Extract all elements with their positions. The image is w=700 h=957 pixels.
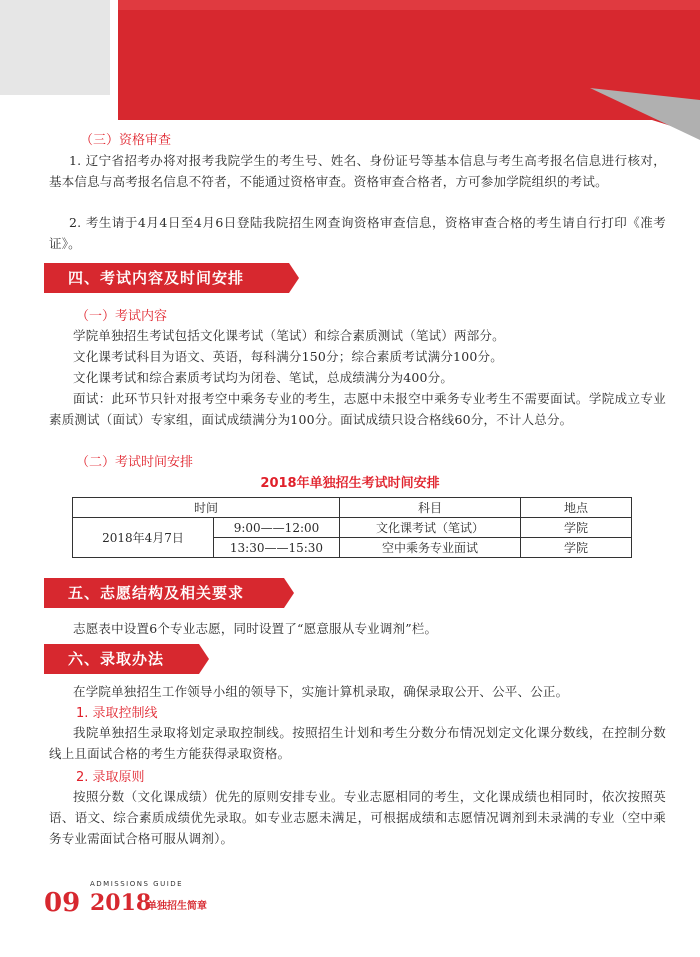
schedule-header-row — [73, 498, 632, 518]
header-highlight — [118, 0, 700, 10]
footer-year: 2018 — [90, 890, 152, 916]
section6-title-bar: 六、录取办法 — [44, 644, 199, 674]
section3-heading: （三）资格审查 — [80, 133, 172, 148]
schedule-date: 2018年4月7日 — [73, 518, 214, 558]
schedule-header-place: 地点 — [521, 498, 632, 518]
section3-paragraph-2: 2. 考生请于4月4日至4月6日登陆我院招生网查询资格审查信息，资格审查合格的考生请自行打印《准考证》。 — [49, 215, 666, 251]
schedule-time: 13:30——15:30 — [214, 538, 340, 558]
schedule-table — [72, 497, 632, 558]
footer-page-number: 09 — [44, 888, 81, 918]
section5-title-bar: 五、志愿结构及相关要求 — [44, 578, 284, 608]
schedule-header-subject: 科目 — [340, 498, 521, 518]
section4-sub2: （二）考试时间安排 — [76, 455, 194, 470]
section4-paragraph-1: 学院单独招生考试包括文化课考试（笔试）和综合素质测试（笔试）两部分。 — [73, 328, 505, 343]
section4-paragraph-3: 文化课考试和综合素质考试均为闭卷、笔试，总成绩满分为400分。 — [73, 370, 454, 385]
schedule-title: 2018年单独招生考试时间安排 — [260, 476, 440, 491]
section6-paragraph-2: 我院单独招生录取将划定录取控制线。按照招生计划和考生分数分布情况划定文化课分数线，在控制分数线上且面试合格的考生方能获得录取资格。 — [49, 725, 666, 761]
footer-title: 单独招生简章 — [147, 901, 207, 912]
schedule-subject: 文化课考试（笔试） — [340, 518, 521, 538]
table-row — [73, 518, 632, 538]
section3-paragraph-1: 1. 辽宁省招考办将对报考我院学生的考生号、姓名、身份证号等基本信息与考生高考报名信息进行核对，基本信息与高考报名信息不符者，不能通过资格审查。资格审查合格者，方可参加学院组织的考试。 — [49, 153, 666, 189]
section4-title-bar: 四、考试内容及时间安排 — [44, 263, 289, 293]
schedule-subject: 空中乘务专业面试 — [340, 538, 521, 558]
section6-paragraph-3: 按照分数（文化课成绩）优先的原则安排专业。专业志愿相同的考生，文化课成绩也相同时，依次按照英语、语文、综合素质成绩优先录取。如专业志愿未满足，可根据成绩和志愿情况调剂到未录满的专业（空中乘务专业需面试合格可服从调剂）。 — [49, 789, 666, 846]
schedule-time: 9:00——12:00 — [214, 518, 340, 538]
section6-paragraph-1: 在学院单独招生工作领导小组的领导下，实施计算机录取，确保录取公开、公平、公正。 — [73, 684, 569, 699]
section4-paragraph-2: 文化课考试科目为语文、英语，每科满分150分；综合素质考试满分100分。 — [73, 349, 503, 364]
schedule-place: 学院 — [521, 518, 632, 538]
header-red-shape — [118, 0, 700, 135]
header-red-banner — [0, 0, 700, 140]
schedule-header-time: 时间 — [73, 498, 340, 518]
footer-guide-label: ADMISSIONS GUIDE — [90, 880, 184, 888]
section6-sub2: 2. 录取原则 — [76, 770, 145, 785]
section4-sub1: （一）考试内容 — [76, 309, 168, 324]
section6-sub1: 1. 录取控制线 — [76, 706, 158, 721]
section4-paragraph-4: 面试：此环节只针对报考空中乘务专业的考生，志愿中未报空中乘务专业考生不需要面试。学院成立专业素质测试（面试）专家组，面试成绩满分为100分。面试成绩只设合格线60分，不计人总分。 — [49, 391, 666, 427]
section5-paragraph-1: 志愿表中设置6个专业志愿，同时设置了“愿意服从专业调剂”栏。 — [73, 621, 438, 636]
schedule-place: 学院 — [521, 538, 632, 558]
